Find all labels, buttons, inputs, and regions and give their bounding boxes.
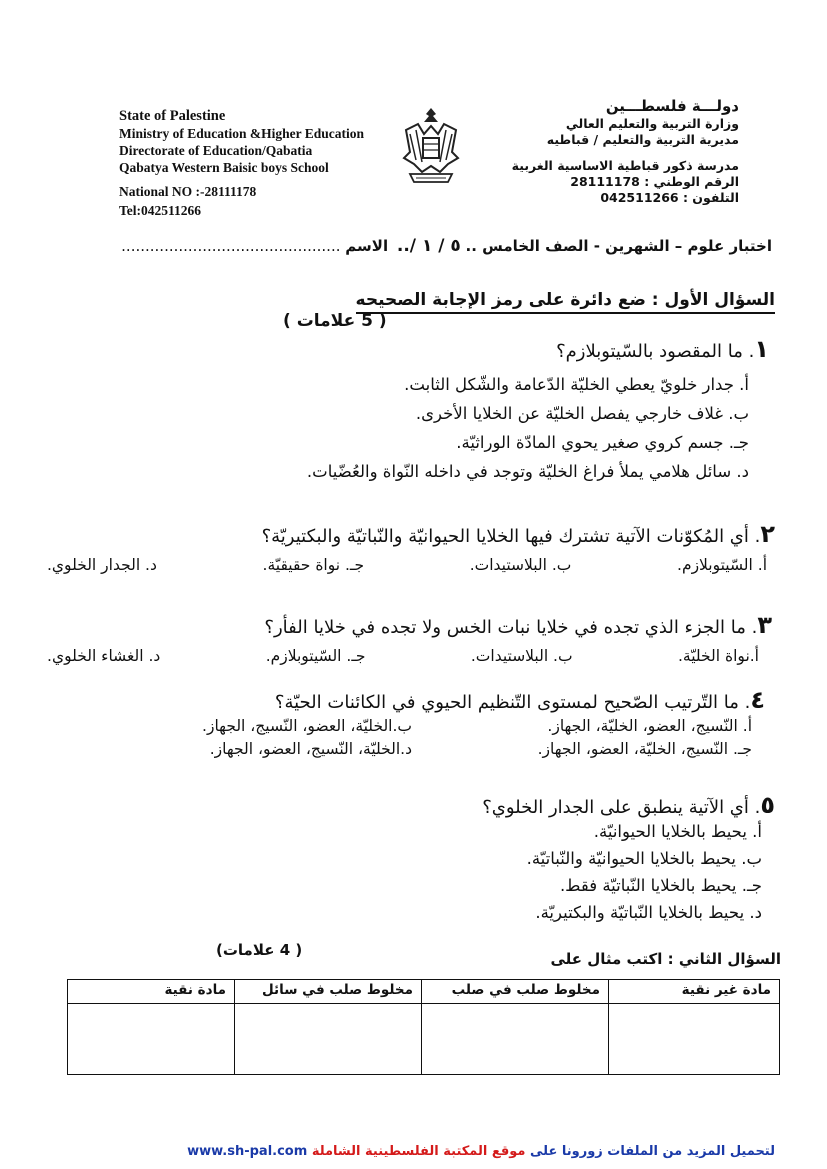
table-header-cell: مادة نقية <box>68 980 235 1004</box>
option[interactable]: جـ. يحيط بالخلايا النّباتيّة فقط. <box>559 876 762 895</box>
header-en-line: Ministry of Education &Higher Education <box>119 126 365 141</box>
header-ar-line: التلفون : 042511266 <box>600 190 739 205</box>
exam-title: اختبار علوم – الشهرين - الصف الخامس .. <box>465 237 772 255</box>
header-english <box>119 108 364 219</box>
header-en-line: Qabatya Western Baisic boys School <box>119 160 329 175</box>
option[interactable]: جـ. النّسيج، الخليّة، العضو، الجهاز. <box>537 740 752 758</box>
question-5-options <box>62 818 762 926</box>
question-number: ٣ <box>757 611 772 639</box>
answer-cell[interactable] <box>609 1004 780 1075</box>
question-2 <box>75 522 775 549</box>
header-en-line: Directorate of Education/Qabatia <box>119 143 313 158</box>
question-text: . ما التّرتيب الصّحيح لمستوى التّنظيم الحيوي في الكائنات الحيّة؟ <box>274 692 751 713</box>
question-number: ٢ <box>760 520 775 548</box>
question-1-options <box>49 370 749 486</box>
question-2-options <box>47 556 767 574</box>
footer <box>187 1144 775 1159</box>
option[interactable]: جـ. جسم كروي صغير يحوي المادّة الوراثيّة. <box>456 433 749 452</box>
q1-heading <box>75 290 775 310</box>
option[interactable]: أ.نواة الخليّة. <box>678 647 759 665</box>
question-3 <box>72 613 772 640</box>
option[interactable]: أ. السّيتوبلازم. <box>677 556 767 574</box>
option[interactable]: جـ. نواة حقيقيّة. <box>262 556 365 574</box>
answer-cell[interactable] <box>422 1004 609 1075</box>
q2-marks: ( 4 علامات) <box>216 941 303 959</box>
option[interactable]: أ. جدار خلويّ يعطي الخليّة الدّعامة والشّكل الثابت. <box>404 375 749 394</box>
footer-text: لتحميل المزيد من الملفات زورونا على <box>530 1144 775 1159</box>
question-text: . أي المُكوّنات الآتية تشترك فيها الخلايا الحيوانيّة والنّباتيّة والبكتيريّة؟ <box>261 526 761 547</box>
header-ar-line: مدرسة ذكور قباطية الاساسية الغربية <box>511 158 739 173</box>
question-4 <box>65 688 765 715</box>
question-4-options <box>72 717 752 758</box>
option[interactable]: ب. البلاستيدات. <box>469 556 572 574</box>
q1-heading-text: السؤال الأول : ضع دائرة على رمز الإجابة الصحيحه <box>356 290 775 314</box>
header-arabic <box>479 97 739 206</box>
footer-site-name: موقع المكتبة الفلسطينية الشاملة <box>311 1144 526 1159</box>
option[interactable]: د. الغشاء الخلوي. <box>47 647 161 665</box>
header-ar-line: وزارة التربية والتعليم العالي <box>565 116 739 131</box>
question-3-options <box>47 647 759 665</box>
name-label: الاسم <box>345 237 389 255</box>
option[interactable]: د. سائل هلامي يملأ فراغ الخليّة وتوجد في داخله النّواة والعُضّيات. <box>306 462 749 481</box>
option[interactable]: ب. البلاستيدات. <box>470 647 573 665</box>
question-number: ٥ <box>760 791 775 819</box>
option[interactable]: د.الخليّة، النّسيج، العضو، الجهاز. <box>209 740 412 758</box>
exam-title-line <box>72 236 772 256</box>
q1-marks: ( 5 علامات ) <box>283 311 387 331</box>
option[interactable]: ب.الخليّة، العضو، النّسيج، الجهاز. <box>202 717 412 735</box>
answer-cell[interactable] <box>235 1004 422 1075</box>
answer-table <box>67 979 780 1075</box>
q2-heading: السؤال الثاني : اكتب مثال على <box>550 950 781 968</box>
name-dots: .............................................. <box>121 237 341 255</box>
option[interactable]: د. يحيط بالخلايا النّباتيّة والبكتيريّة. <box>535 903 762 922</box>
handwritten-date: ٥ / ١ /.. <box>396 236 461 256</box>
question-1 <box>69 337 769 364</box>
table-header-cell: مادة غير نقية <box>609 980 780 1004</box>
question-text: . ما الجزء الذي تجده في خلايا نبات الخس ولا تجده في خلايا الفأر؟ <box>264 617 758 638</box>
table-header-cell: مخلوط صلب في صلب <box>422 980 609 1004</box>
question-number: ١ <box>754 335 769 363</box>
option[interactable]: ب. غلاف خارجي يفصل الخليّة عن الخلايا الأخرى. <box>415 404 749 423</box>
option[interactable]: د. الجدار الخلوي. <box>47 556 157 574</box>
answer-cell[interactable] <box>68 1004 235 1075</box>
option[interactable]: أ. يحيط بالخلايا الحيوانيّة. <box>593 822 762 841</box>
header-en-line: Tel:042511266 <box>119 203 202 218</box>
header-en-line: State of Palestine <box>119 108 226 124</box>
header-ar-line: مديرية التربية والتعليم / قباطيه <box>546 132 739 147</box>
option[interactable]: أ. النّسيج، العضو، الخليّة، الجهاز. <box>547 717 752 735</box>
question-number: ٤ <box>750 686 765 714</box>
option[interactable]: ب. يحيط بالخلايا الحيوانيّة والنّباتيّة. <box>526 849 762 868</box>
question-text: . أي الآتية ينطبق على الجدار الخلوي؟ <box>482 797 761 818</box>
option[interactable]: جـ. السّيتوبلازم. <box>265 647 366 665</box>
footer-link[interactable]: www.sh-pal.com <box>187 1144 308 1159</box>
question-5 <box>75 793 775 820</box>
question-text: . ما المقصود بالسّيتوبلازم؟ <box>556 341 755 362</box>
palestine-emblem-icon <box>396 100 466 200</box>
header-ar-line: دولـــة فلسطـــين <box>605 97 739 115</box>
table-header-cell: مخلوط صلب في سائل <box>235 980 422 1004</box>
header-en-line: National NO :-28111178 <box>119 184 257 199</box>
header-ar-line: الرقم الوطني : 28111178 <box>570 174 739 189</box>
